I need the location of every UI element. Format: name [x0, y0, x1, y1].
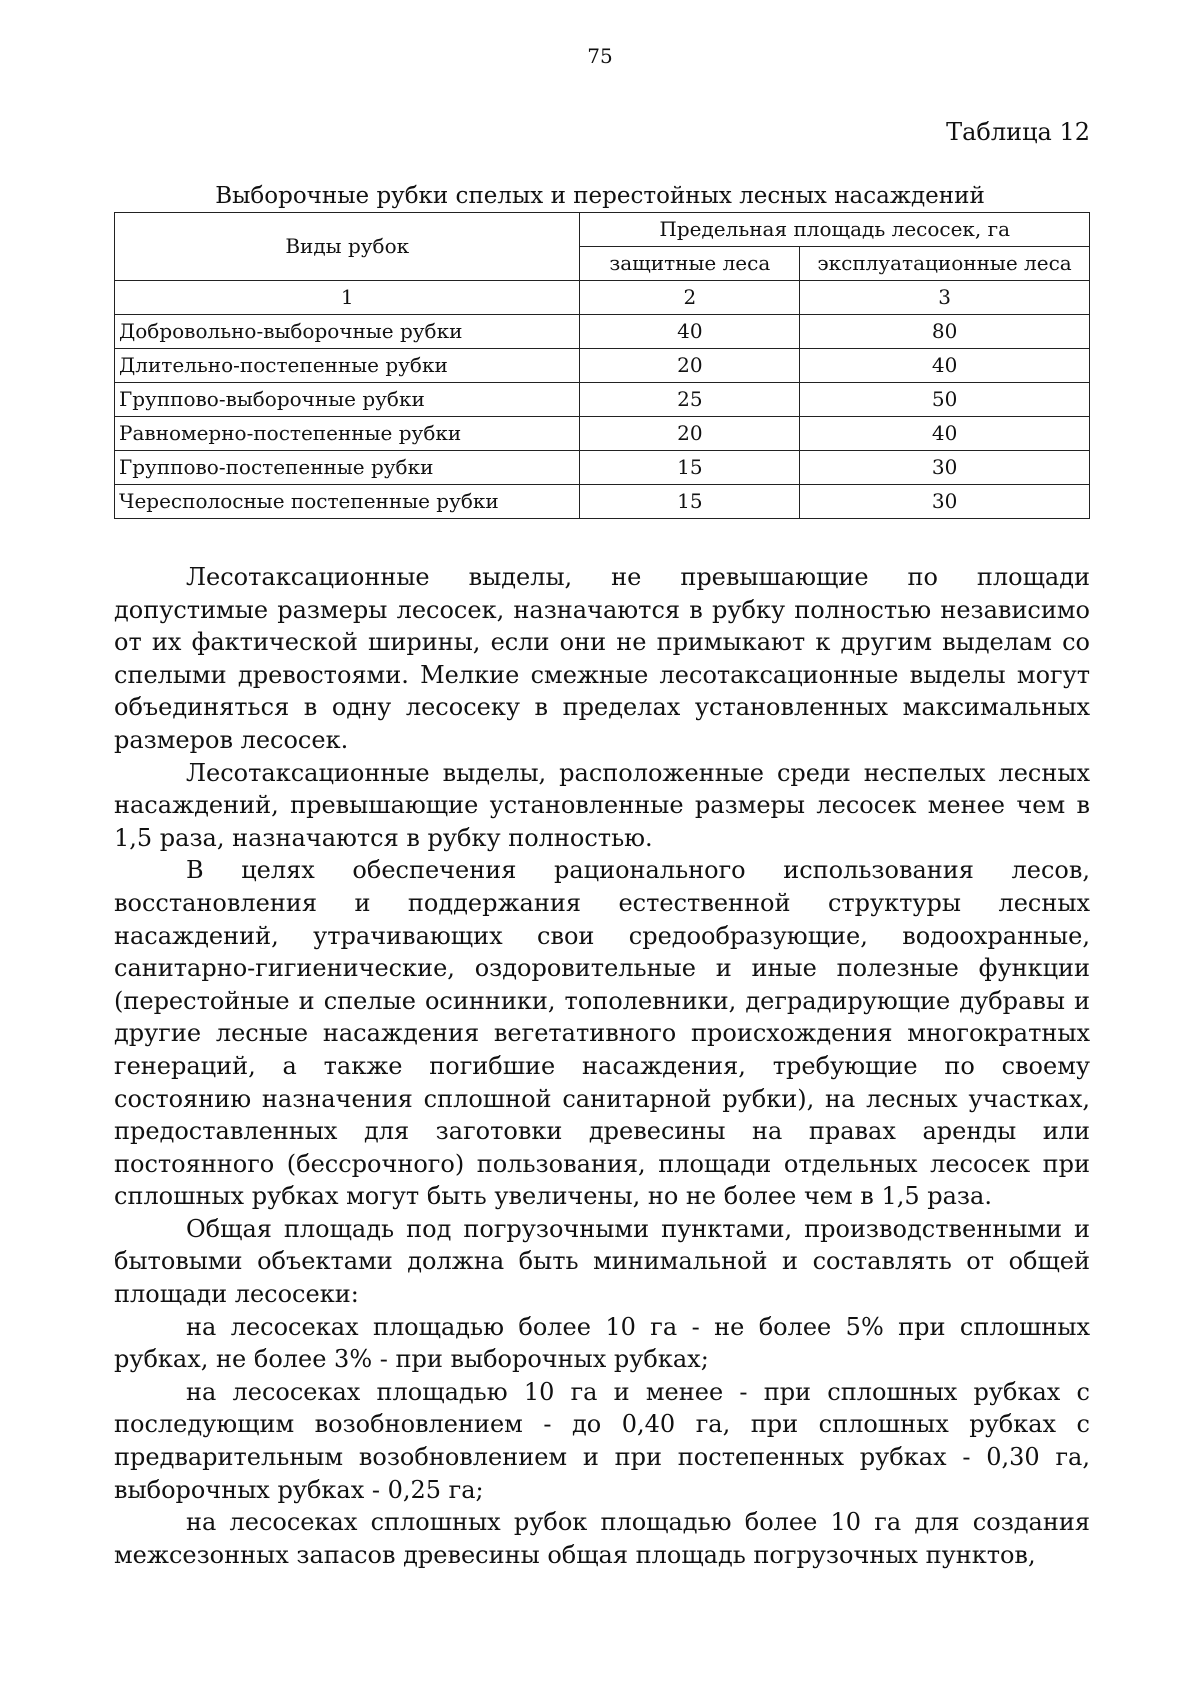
exploitation-area-cell: 30 [800, 485, 1090, 519]
header-exploitation-forests: эксплуатационные леса [800, 247, 1090, 281]
body-text [114, 561, 1090, 1571]
paragraph: на лесосеках площадью более 10 га - не более 5% при сплошных рубках, не более 3% - при выборочных рубках; [114, 1312, 1090, 1374]
paragraph: на лесосеках площадью 10 га и менее - при сплошных рубках с последующим возобновлением - до 0,40 га, при сплошных рубках с предварительным возобновлением и при постепенных рубках - 0,30 га, выборочных рубках - 0,25 га; [114, 1377, 1090, 1504]
protective-area-cell: 15 [580, 485, 800, 519]
column-number: 2 [580, 281, 800, 315]
table-caption: Выборочные рубки спелых и перестойных лесных насаждений [215, 183, 985, 209]
protective-area-cell: 20 [580, 349, 800, 383]
cutting-table [114, 212, 1090, 519]
column-number: 3 [800, 281, 1090, 315]
exploitation-area-cell: 40 [800, 349, 1090, 383]
header-cutting-types: Виды рубок [115, 213, 580, 281]
cutting-type-cell: Добровольно-выборочные рубки [115, 315, 580, 349]
paragraph: Общая площадь под погрузочными пунктами, производственными и бытовыми объектами должна быть минимальной и составлять от общей площади лесосеки: [114, 1214, 1090, 1309]
cutting-type-cell: Длительно-постепенные рубки [115, 349, 580, 383]
cutting-type-cell: Чересполосные постепенные рубки [115, 485, 580, 519]
protective-area-cell: 25 [580, 383, 800, 417]
protective-area-cell: 40 [580, 315, 800, 349]
table-row [115, 451, 1090, 485]
cutting-type-cell: Равномерно-постепенные рубки [115, 417, 580, 451]
cutting-type-cell: Группово-постепенные рубки [115, 451, 580, 485]
paragraph: Лесотаксационные выделы, не превышающие по площади допустимые размеры лесосек, назначаются в рубку полностью независимо от их фактической ширины, если они не примыкают к другим выделам со спелыми древостоями. Мелкие смежные лесотаксационные выделы могут объединяться в одну лесосеку в пределах установленных максимальных размеров лесосек. [114, 563, 1090, 754]
table-label: Таблица 12 [946, 118, 1090, 146]
exploitation-area-cell: 80 [800, 315, 1090, 349]
table-row [115, 315, 1090, 349]
table-row [115, 485, 1090, 519]
exploitation-area-cell: 50 [800, 383, 1090, 417]
table-row [115, 349, 1090, 383]
protective-area-cell: 20 [580, 417, 800, 451]
cutting-type-cell: Группово-выборочные рубки [115, 383, 580, 417]
paragraph: на лесосеках сплошных рубок площадью более 10 га для создания межсезонных запасов древесины общая площадь погрузочных пунктов, [114, 1508, 1090, 1569]
table-header-row [115, 213, 1090, 247]
exploitation-area-cell: 40 [800, 417, 1090, 451]
paragraph: В целях обеспечения рационального использования лесов, восстановления и поддержания естественной структуры лесных насаждений, утрачивающих свои средообразующие, водоохранные, санитарно-гигиенические, оздоровительные и иные полезные функции (перестойные и спелые осинники, тополевники, деградирующие дубравы и другие лесные насаждения вегетативного происхождения многократных генераций, а также погибшие насаждения, требующие по своему состоянию назначения сплошной санитарной рубки), на лесных участках, предоставленных для заготовки древесины на правах аренды или постоянного (бессрочного) пользования, площади отдельных лесосек при сплошных рубках могут быть увеличены, но не более чем в 1,5 раза. [114, 856, 1090, 1211]
table-row [115, 383, 1090, 417]
page-number: 75 [587, 44, 613, 68]
exploitation-area-cell: 30 [800, 451, 1090, 485]
table-row [115, 417, 1090, 451]
paragraph: Лесотаксационные выделы, расположенные среди неспелых лесных насаждений, превышающие установленные размеры лесосек менее чем в 1,5 раза, назначаются в рубку полностью. [114, 758, 1090, 852]
header-protective-forests: защитные леса [580, 247, 800, 281]
column-number: 1 [115, 281, 580, 315]
table-column-numbers-row [115, 281, 1090, 315]
header-max-area: Предельная площадь лесосек, га [580, 213, 1090, 247]
protective-area-cell: 15 [580, 451, 800, 485]
